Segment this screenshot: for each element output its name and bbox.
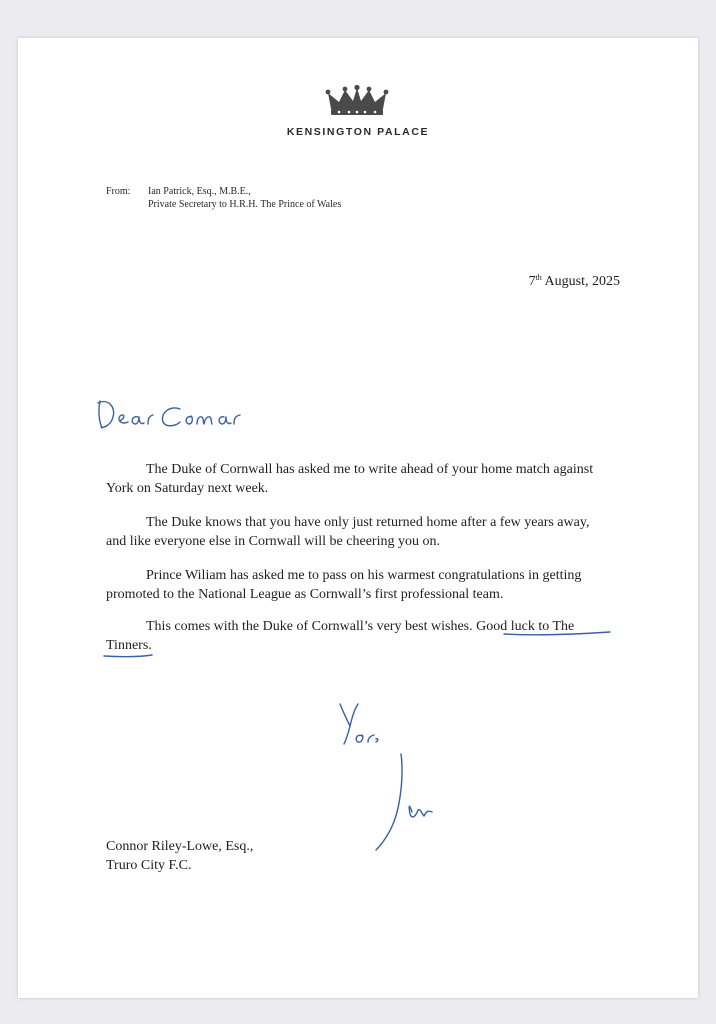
royal-crown-icon: [325, 85, 389, 117]
paragraph-2-line-1: The Duke knows that you have only just returned home after a few years away,: [146, 515, 590, 530]
date-rest: August, 2025: [541, 274, 620, 289]
addressee-name: Connor Riley-Lowe, Esq.,: [106, 839, 254, 854]
sender-name: Ian Patrick, Esq., M.B.E.,: [148, 186, 251, 197]
letter-date: [529, 273, 620, 290]
date-suffix: th: [535, 273, 542, 282]
handwritten-salutation: [94, 395, 244, 435]
paragraph-4-line-1: This comes with the Duke of Cornwall’s very best wishes. Good luck to The: [146, 619, 575, 634]
paragraph-3-line-1: Prince Wiliam has asked me to pass on his warmest congratulations in getting: [146, 568, 582, 583]
paragraph-3-line-2: promoted to the National League as Cornwall’s first professional team.: [106, 587, 504, 602]
addressee-block: [106, 837, 253, 875]
date-day: 7: [528, 274, 536, 289]
paragraph-1-line-1: The Duke of Cornwall has asked me to write ahead of your home match against: [146, 462, 594, 477]
paragraph-4-line-2: Tinners.: [106, 638, 152, 653]
letterhead-title: KENSINGTON PALACE: [286, 126, 430, 138]
handwritten-closing-and-signature: [330, 700, 450, 860]
addressee-club: Truro City F.C.: [106, 858, 192, 873]
paragraph-4: [106, 617, 636, 655]
paragraph-3: [106, 566, 636, 604]
paragraph-2: [106, 513, 636, 551]
paragraph-2-line-2: and like everyone else in Cornwall will be cheering you on.: [106, 534, 440, 549]
paragraph-1: [106, 460, 636, 498]
from-label: From:: [106, 186, 131, 197]
sender-title: Private Secretary to H.R.H. The Prince of Wales: [148, 199, 342, 210]
paragraph-1-line-2: York on Saturday next week.: [106, 481, 269, 496]
